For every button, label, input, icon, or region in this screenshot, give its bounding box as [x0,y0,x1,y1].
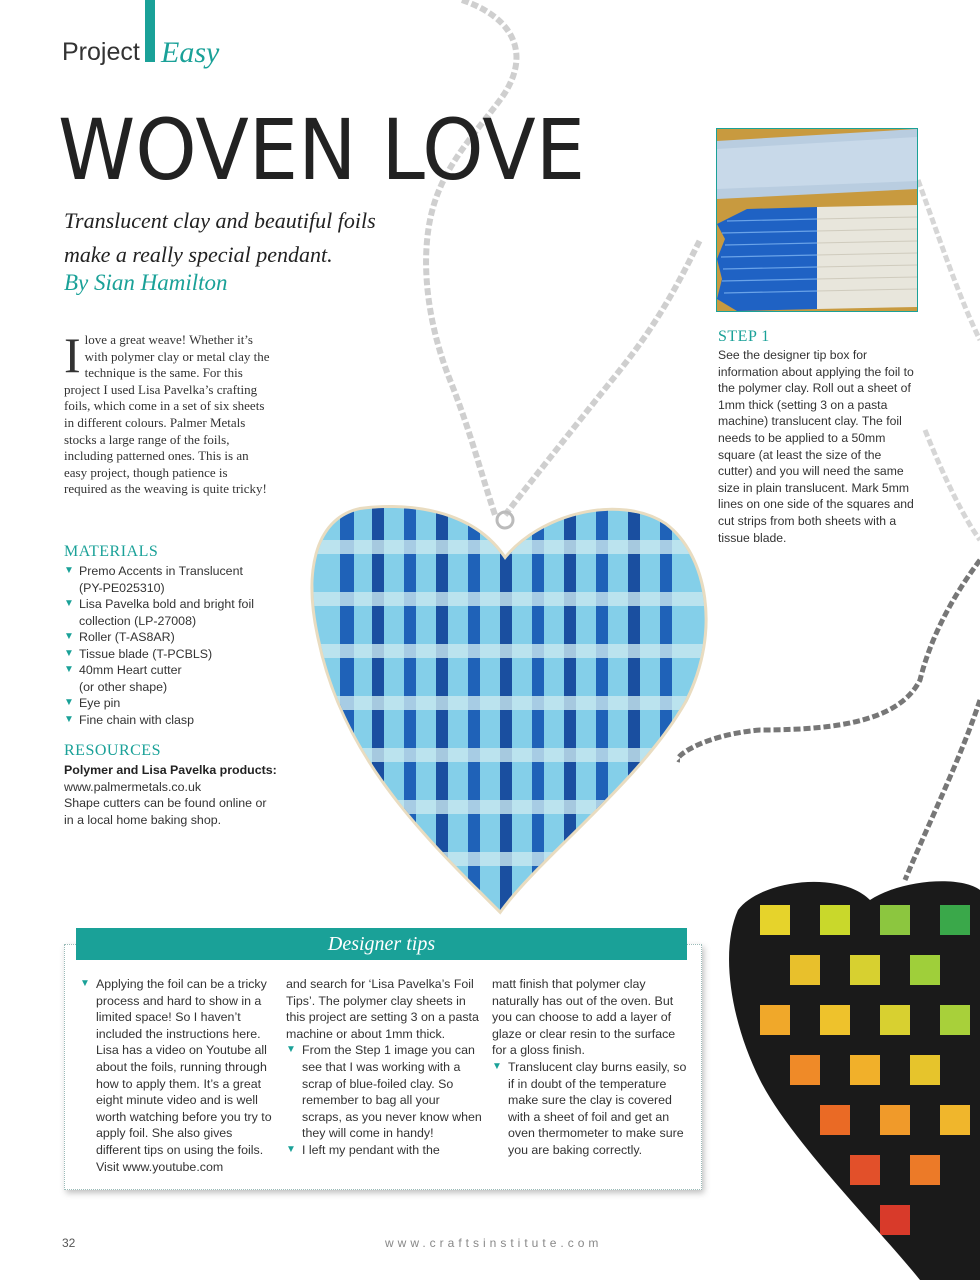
byline: By Sian Hamilton [64,270,228,295]
resources-url[interactable]: www.palmermetals.co.uk [64,779,202,794]
rainbow-heart-pendant [729,881,980,1280]
bullet-arrow-icon: ▼ [64,631,74,642]
drop-cap: I [64,327,81,383]
tips-column-2 [286,976,482,1159]
subtitle-line-2: make a really special pendant. [64,242,333,267]
bullet-arrow-icon: ▼ [492,1060,502,1072]
list-item: ▼ Lisa Pavelka bold and bright foil collection (LP-27008) [64,597,254,628]
materials-heading: MATERIALS [64,543,159,560]
tip-item-continued: matt finish that polymer clay naturally has out of the oven. But you can choose to add a layer of glaze or clear resin to the surface for a gloss finish. [492,977,676,1058]
subtitle-line-1: Translucent clay and beautiful foils [64,208,376,233]
tip-item: ▼ From the Step 1 image you can see that I was working with a scrap of blue-foiled clay. So remember to bag all your scraps, as you never know when they will come in handy! [286,1043,482,1141]
step1-text: See the designer tip box for information about applying the foil to the polymer clay. Roll out a sheet of 1mm thick (setting 3 on a pasta machine) translucent clay. The foil needs to be applied to a 50mm square (at least the size of the cutter) and you will need the same size in plain translucent. Mark 5mm lines on one side of the squares and cut strips from both sheets with a tissue blade. [718,348,914,545]
tips-column-1 [80,976,280,1175]
step1-image [717,129,917,311]
bullet-arrow-icon: ▼ [286,1044,296,1056]
tips-column-3 [492,976,688,1159]
intro-text: love a great weave! Whether it’s with polymer clay or metal clay the technique is the same. For this project I used Lisa Pavelka’s crafting foils, which come in a set of six sheets in different colours. Palmer Metals stocks a large range of the foils, including patterned ones. This is an easy project, though patience is required as the weaving is quite tricky! [64,332,270,497]
step1-photo [716,128,918,312]
difficulty-label: Easy [161,36,220,69]
list-item: ▼ Eye pin [64,696,121,710]
chain-dark [678,560,980,760]
intro-paragraph [64,327,274,498]
tip-item: ▼ I left my pendant with the [286,1142,440,1157]
bullet-arrow-icon: ▼ [64,647,74,659]
list-item: ▼ Tissue blade (T-PCBLS) [64,646,213,661]
list-item: ▼ 40mm Heart cutter (or other shape) [64,663,182,694]
footer-website[interactable]: www.craftsinstitute.com [385,1236,603,1250]
page-number: 32 [62,1236,76,1250]
bullet-arrow-icon: ▼ [64,713,74,725]
list-item: ▼ Roller (T-AS8AR) [64,630,175,644]
bullet-arrow-icon: ▼ [64,598,74,609]
list-item: ▼ Fine chain with clasp [64,712,195,727]
bullet-arrow-icon: ▼ [286,1143,296,1155]
section-divider-bar [145,0,155,62]
bullet-arrow-icon: ▼ [64,697,74,708]
section-label: Project [62,38,140,66]
chain-right [505,240,700,515]
bullet-arrow-icon: ▼ [64,565,74,576]
step1-heading: STEP 1 [718,328,770,345]
tip-item-continued: and search for ‘Lisa Pavelka’s Foil Tips’. The polymer clay sheets in this project are setting 3 on a pasta machine or about 1mm thick. [286,977,479,1041]
blue-heart-pendant [300,500,720,920]
tip-item: ▼ Applying the foil can be a tricky process and hard to show in a limited space! So I haven’t included the instructions here. Lisa has a video on Youtube all about the foils, running through how to apply them. It’s a great eight minute video and is well worth watching before you try to apply foil. She also gives different tips on using the foils. Visit www.youtube.com [80,977,272,1174]
tip-item: ▼ Translucent clay burns easily, so if in doubt of the temperature make sure the clay is covered with a sheet of foil and get an oven thermometer to make sure you are baking correctly. [492,1059,687,1157]
resources-bold: Polymer and Lisa Pavelka products: [64,763,277,777]
bullet-arrow-icon: ▼ [64,664,74,675]
resources-heading: RESOURCES [64,742,161,759]
resources-text: Polymer and Lisa Pavelka products: www.palmermetals.co.uk Shape cutters can be found online or in a local home baking shop. [64,763,277,827]
list-item: ▼ Premo Accents in Translucent (PY-PE025310) [64,564,243,595]
subtitle [64,204,424,272]
materials-list [64,563,294,728]
chain-left [426,0,516,515]
page-title: WOVEN LOVE [58,101,586,199]
designer-tips-heading: Designer tips [76,928,687,960]
bullet-arrow-icon: ▼ [80,978,90,989]
